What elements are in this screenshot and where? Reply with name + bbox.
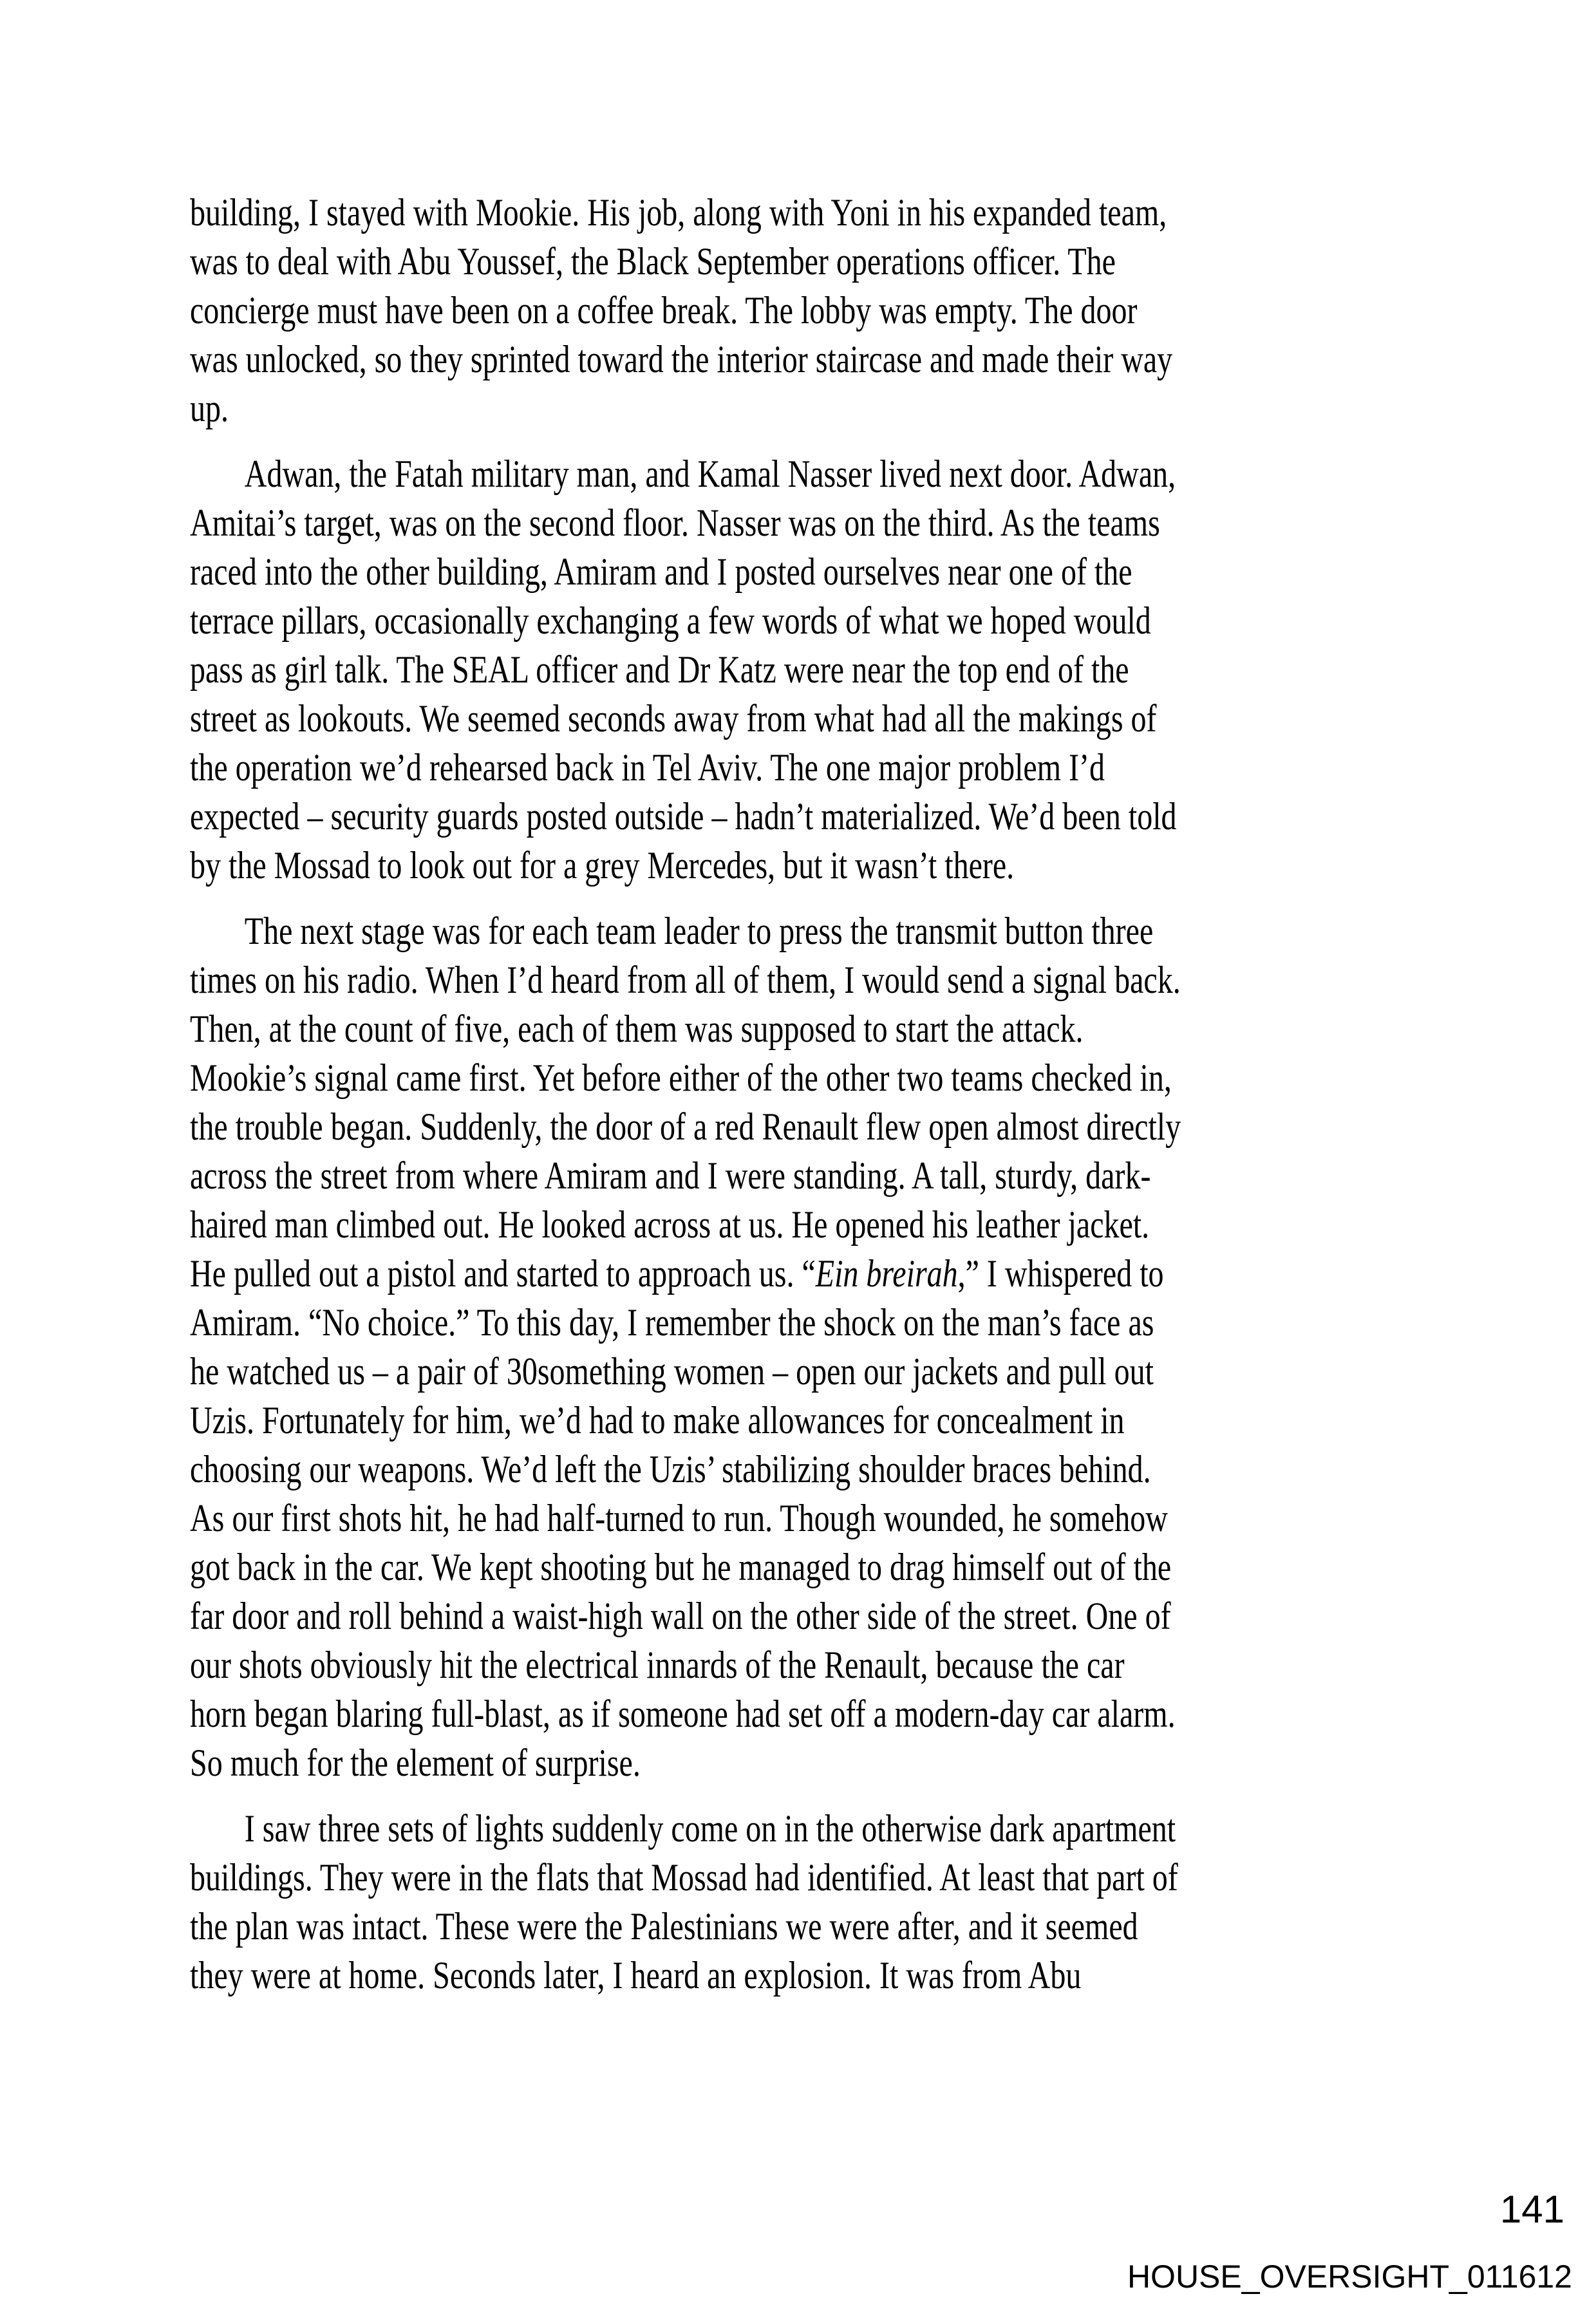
bates-stamp: HOUSE_OVERSIGHT_011612 bbox=[1127, 2259, 1572, 2295]
paragraph-3: The next stage was for each team leader to press the transmit button three times on his radio. When I’d heard from all of them, I would send a signal back. Then, at the count of five, each of them was supposed to start the attack. Mookie’s signal came first. Yet before either of the other two teams checked in, the trouble began. Suddenly, the door of a red Renault flew open almost directly across the street from where Amiram and I were standing. A tall, sturdy, dark- haired man climbed out. He looked across at us. He opened his leather jacket. He pulled out a pistol and started to approach us. “Ein breirah,” I whispered to Amiram. “No choice.” To this day, I remember the shock on the man’s face as he watched us – a pair of 30something women – open our jackets and pull out Uzis. Fortunately for him, we’d had to make allowances for concealment in choosing our weapons. We’d left the Uzis’ stabilizing shoulder braces behind. As our first shots hit, he had half-turned to run. Though wounded, he somehow got back in the car. We kept shooting but he managed to drag himself out of the far door and roll behind a waist-high wall on the other side of the street. One of our shots obviously hit the electrical innards of the Renault, because the car horn began blaring full-blast, as if someone had set off a modern-day car alarm. So much for the element of surprise. bbox=[190, 910, 1181, 1784]
paragraph-2: Adwan, the Fatah military man, and Kamal Nasser lived next door. Adwan, Amitai’s target, was on the second floor. Nasser was on the third. As the teams raced into the other building, Amiram and I posted ourselves near one of the terrace pillars, occasionally exchanging a few words of what we hoped would pass as girl talk. The SEAL officer and Dr Katz were near the top end of the street as lookouts. We seemed seconds away from what had all the makings of the operation we’d rehearsed back in Tel Aviv. The one major problem I’d expected – security guards posted outside – hadn’t materialized. We’d been told by the Mossad to look out for a grey Mercedes, but it wasn’t there. bbox=[190, 453, 1177, 887]
page-number: 141 bbox=[1499, 2188, 1564, 2231]
body-text bbox=[190, 188, 1426, 2016]
paragraph-1: building, I stayed with Mookie. His job, along with Yoni in his expanded team, was to deal with Abu Youssef, the Black September operations officer. The concierge must have been on a coffee break. The lobby was empty. The door was unlocked, so they sprinted toward the interior staircase and made their way up. bbox=[190, 191, 1173, 429]
paragraph-4: I saw three sets of lights suddenly come on in the otherwise dark apartment buildings. They were in the flats that Mossad had identified. At least that part of the plan was intact. These were the Palestinians we were after, and it seemed they were at home. Seconds later, I heard an explosion. It was from Abu bbox=[190, 1807, 1178, 1997]
